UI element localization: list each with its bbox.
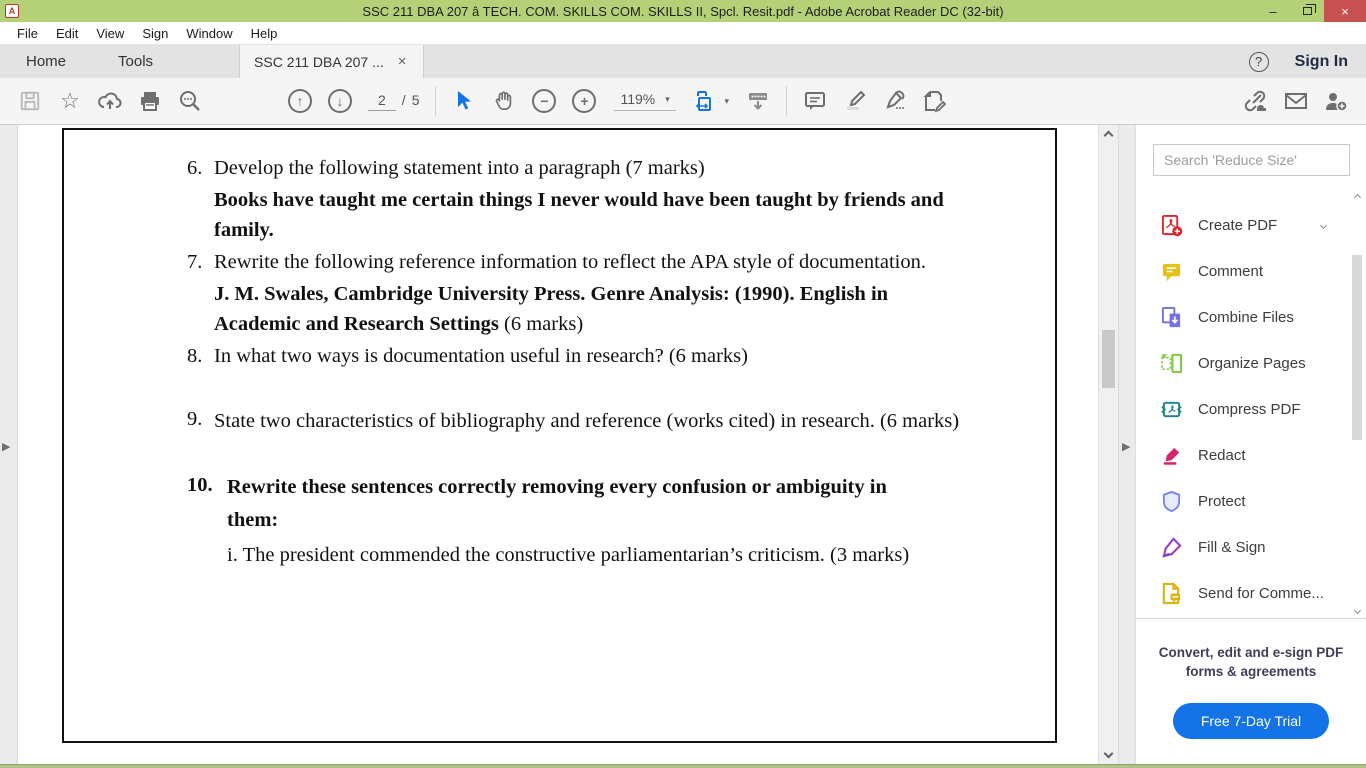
tab-document-label: SSC 211 DBA 207 ...	[254, 53, 384, 70]
link-icon	[1243, 89, 1269, 113]
main-toolbar	[0, 78, 1366, 125]
sign-in-button[interactable]: Sign In	[1294, 52, 1348, 70]
cloud-upload-icon	[98, 89, 122, 113]
sidebar-scroll-down-icon[interactable]	[1350, 603, 1364, 617]
previous-page-button[interactable]	[280, 82, 320, 120]
hand-tool-button[interactable]	[484, 82, 524, 120]
tool-label: Send for Comme...	[1198, 584, 1324, 602]
question-8	[187, 342, 1019, 371]
create-pdf-icon	[1160, 214, 1183, 237]
question-text: Rewrite the following reference information to reflect the APA style of documentation.	[214, 251, 926, 273]
menu-file[interactable]: File	[17, 25, 38, 41]
search-tools-input[interactable]	[1153, 144, 1350, 176]
restore-button[interactable]	[1290, 0, 1324, 22]
tab-close-icon[interactable]: ×	[397, 53, 407, 70]
envelope-icon	[1283, 89, 1309, 113]
tool-label: Combine Files	[1198, 308, 1294, 326]
sidebar-item-comment[interactable]	[1136, 248, 1366, 294]
add-person-icon	[1323, 89, 1349, 113]
sidebar-item-fill-sign[interactable]	[1136, 524, 1366, 570]
search-icon	[178, 89, 202, 113]
fit-width-icon	[695, 89, 719, 113]
star-icon: ☆	[60, 88, 80, 113]
menu-window[interactable]: Window	[186, 25, 233, 41]
taskbar-edge	[0, 764, 1366, 768]
sidebar-item-send-for-comments[interactable]	[1136, 570, 1366, 616]
sidebar-item-protect[interactable]	[1136, 478, 1366, 524]
reading-mode-icon	[745, 89, 771, 113]
sidebar-item-redact[interactable]	[1136, 432, 1366, 478]
question-9	[187, 405, 1019, 438]
question-number: 9.	[187, 408, 203, 430]
share-link-button[interactable]	[1236, 82, 1276, 120]
document-scrollbar[interactable]	[1098, 125, 1118, 764]
sidebar-divider	[1136, 618, 1366, 619]
tools-sidebar	[1135, 125, 1366, 764]
tool-label: Redact	[1198, 446, 1246, 464]
right-pane-toggle-icon[interactable]: ▶	[1122, 441, 1131, 453]
save-button[interactable]	[10, 82, 50, 120]
share-with-people-button[interactable]	[1316, 82, 1356, 120]
tab-bar	[0, 45, 1366, 78]
find-button[interactable]	[170, 82, 210, 120]
zoom-level-dropdown[interactable]	[614, 91, 675, 111]
highlighter-icon	[843, 89, 867, 113]
scroll-down-icon[interactable]	[1099, 745, 1118, 762]
comment-icon	[1160, 260, 1183, 283]
pdf-page	[62, 128, 1057, 743]
fill-sign-tool-button[interactable]	[875, 82, 915, 120]
page-indicator	[368, 92, 419, 111]
question-10	[187, 471, 1019, 537]
menu-bar	[0, 22, 1366, 45]
menu-help[interactable]: Help	[250, 25, 278, 41]
promo-text-line1: Convert, edit and e-sign PDF	[1158, 645, 1344, 660]
page-total: 5	[411, 91, 420, 108]
acrobat-app-icon: A	[5, 4, 19, 18]
question-10-sub-i	[187, 537, 1019, 570]
page-down-icon: ↓	[328, 89, 352, 113]
print-button[interactable]	[130, 82, 170, 120]
favorite-button[interactable]	[50, 82, 90, 120]
hand-icon	[493, 90, 515, 112]
hide-toolbar-button[interactable]	[738, 82, 778, 120]
share-cloud-button[interactable]	[90, 82, 130, 120]
menu-sign[interactable]: Sign	[142, 25, 169, 41]
question-7	[187, 248, 1019, 277]
tool-label: Organize Pages	[1198, 354, 1306, 372]
upsell-promo	[1136, 643, 1366, 739]
zoom-out-button[interactable]	[524, 82, 564, 120]
comment-bubble-icon	[803, 89, 827, 113]
reference-text: J. M. Swales, Cambridge University Press. Genre Analysis: (1990). English in Academic and Research Settings	[214, 283, 889, 335]
sidebar-scroll-up-icon[interactable]	[1350, 190, 1364, 204]
sidebar-item-create-pdf[interactable]	[1136, 202, 1366, 248]
tab-document[interactable]	[239, 45, 423, 78]
page-number-input[interactable]: 2	[368, 92, 396, 111]
sidebar-scrollbar-thumb[interactable]	[1352, 255, 1362, 440]
fit-width-button[interactable]	[686, 82, 738, 120]
window-controls	[1256, 0, 1366, 22]
sidebar-item-compress-pdf[interactable]	[1136, 386, 1366, 432]
compress-pdf-icon	[1160, 398, 1183, 421]
toolbar-divider	[786, 86, 787, 116]
close-button[interactable]: ×	[1324, 0, 1366, 22]
toolbar-divider	[435, 86, 436, 116]
right-pane-strip	[1118, 125, 1135, 764]
question-6	[187, 154, 1019, 183]
tool-label: Create PDF	[1198, 216, 1278, 234]
page-separator: /	[401, 91, 406, 108]
sidebar-item-organize-pages[interactable]	[1136, 340, 1366, 386]
zoom-level-value: 119%	[620, 91, 656, 107]
comment-tool-button[interactable]	[795, 82, 835, 120]
organize-pages-icon	[1160, 352, 1183, 375]
minimize-button[interactable]: –	[1269, 3, 1277, 19]
title-bar	[0, 0, 1366, 22]
save-icon	[19, 90, 41, 112]
question-text: In what two ways is documentation useful in research? (6 marks)	[214, 345, 748, 367]
document-viewport[interactable]	[18, 125, 1098, 764]
tab-home[interactable]: Home	[26, 53, 67, 70]
fill-sign-icon	[1160, 536, 1183, 559]
free-trial-button[interactable]: Free 7-Day Trial	[1173, 703, 1329, 739]
chevron-down-icon: ▾	[665, 93, 670, 104]
fountain-pen-icon	[882, 89, 908, 113]
left-pane-toggle-icon[interactable]: ▶	[2, 441, 11, 453]
zoom-in-button[interactable]	[564, 82, 604, 120]
send-for-comments-icon	[1160, 582, 1183, 605]
tab-tools[interactable]: Tools	[118, 53, 154, 70]
page-up-icon: ↑	[288, 89, 312, 113]
protect-shield-icon	[1160, 490, 1183, 513]
zoom-out-icon: −	[532, 89, 556, 113]
window-title: SSC 211 DBA 207 â TECH. COM. SKILLS COM. SKILLS II, Spcl. Resit.pdf - Adobe Acrobat Reader DC (32-bit)	[362, 3, 1004, 19]
left-pane-strip	[0, 125, 18, 764]
statement-text: Books have taught me certain things I never would have been taught by friends and family.	[214, 189, 944, 241]
main-area	[0, 125, 1366, 764]
scrollbar-thumb[interactable]	[1102, 330, 1115, 388]
redact-icon	[1160, 444, 1183, 467]
email-button[interactable]	[1276, 82, 1316, 120]
printer-icon	[138, 89, 162, 113]
highlight-tool-button[interactable]	[835, 82, 875, 120]
zoom-in-icon: +	[572, 89, 596, 113]
tool-label: Protect	[1198, 492, 1246, 510]
question-7-reference	[187, 277, 1019, 339]
marks-text: (6 marks)	[498, 312, 584, 335]
more-tools-button[interactable]	[915, 82, 955, 120]
question-number: 6.	[187, 157, 203, 179]
question-text: Develop the following statement into a paragraph (7 marks)	[214, 157, 705, 179]
select-tool-button[interactable]	[444, 82, 484, 120]
restore-icon	[1303, 7, 1312, 15]
help-icon[interactable]: ?	[1249, 52, 1269, 72]
sub-question-text: i. The president commended the constructive parliamentarian’s criticism. (3 marks)	[227, 544, 910, 566]
question-text: Rewrite these sentences correctly removing every confusion or ambiguity in them:	[227, 476, 887, 531]
question-number: 8.	[187, 345, 203, 367]
question-6-statement	[187, 183, 1019, 245]
tool-label: Compress PDF	[1198, 400, 1301, 418]
edit-document-icon	[922, 89, 948, 113]
tool-label: Fill & Sign	[1198, 538, 1266, 556]
tool-list	[1136, 202, 1366, 616]
combine-files-icon	[1160, 306, 1183, 329]
menu-view[interactable]: View	[96, 25, 125, 41]
sidebar-item-combine-files[interactable]	[1136, 294, 1366, 340]
next-page-button[interactable]	[320, 82, 360, 120]
cursor-icon	[454, 90, 474, 112]
question-number: 10.	[187, 474, 213, 496]
question-number: 7.	[187, 251, 203, 273]
chevron-down-icon: ▾	[724, 95, 730, 106]
menu-edit[interactable]: Edit	[55, 25, 79, 41]
tool-label: Comment	[1198, 262, 1264, 280]
question-text: State two characteristics of bibliography and reference (works cited) in research. (6 marks)	[214, 410, 960, 432]
promo-text-line2: forms & agreements	[1185, 664, 1317, 679]
scroll-up-icon[interactable]	[1099, 127, 1118, 144]
chevron-down-icon[interactable]	[1320, 221, 1327, 228]
